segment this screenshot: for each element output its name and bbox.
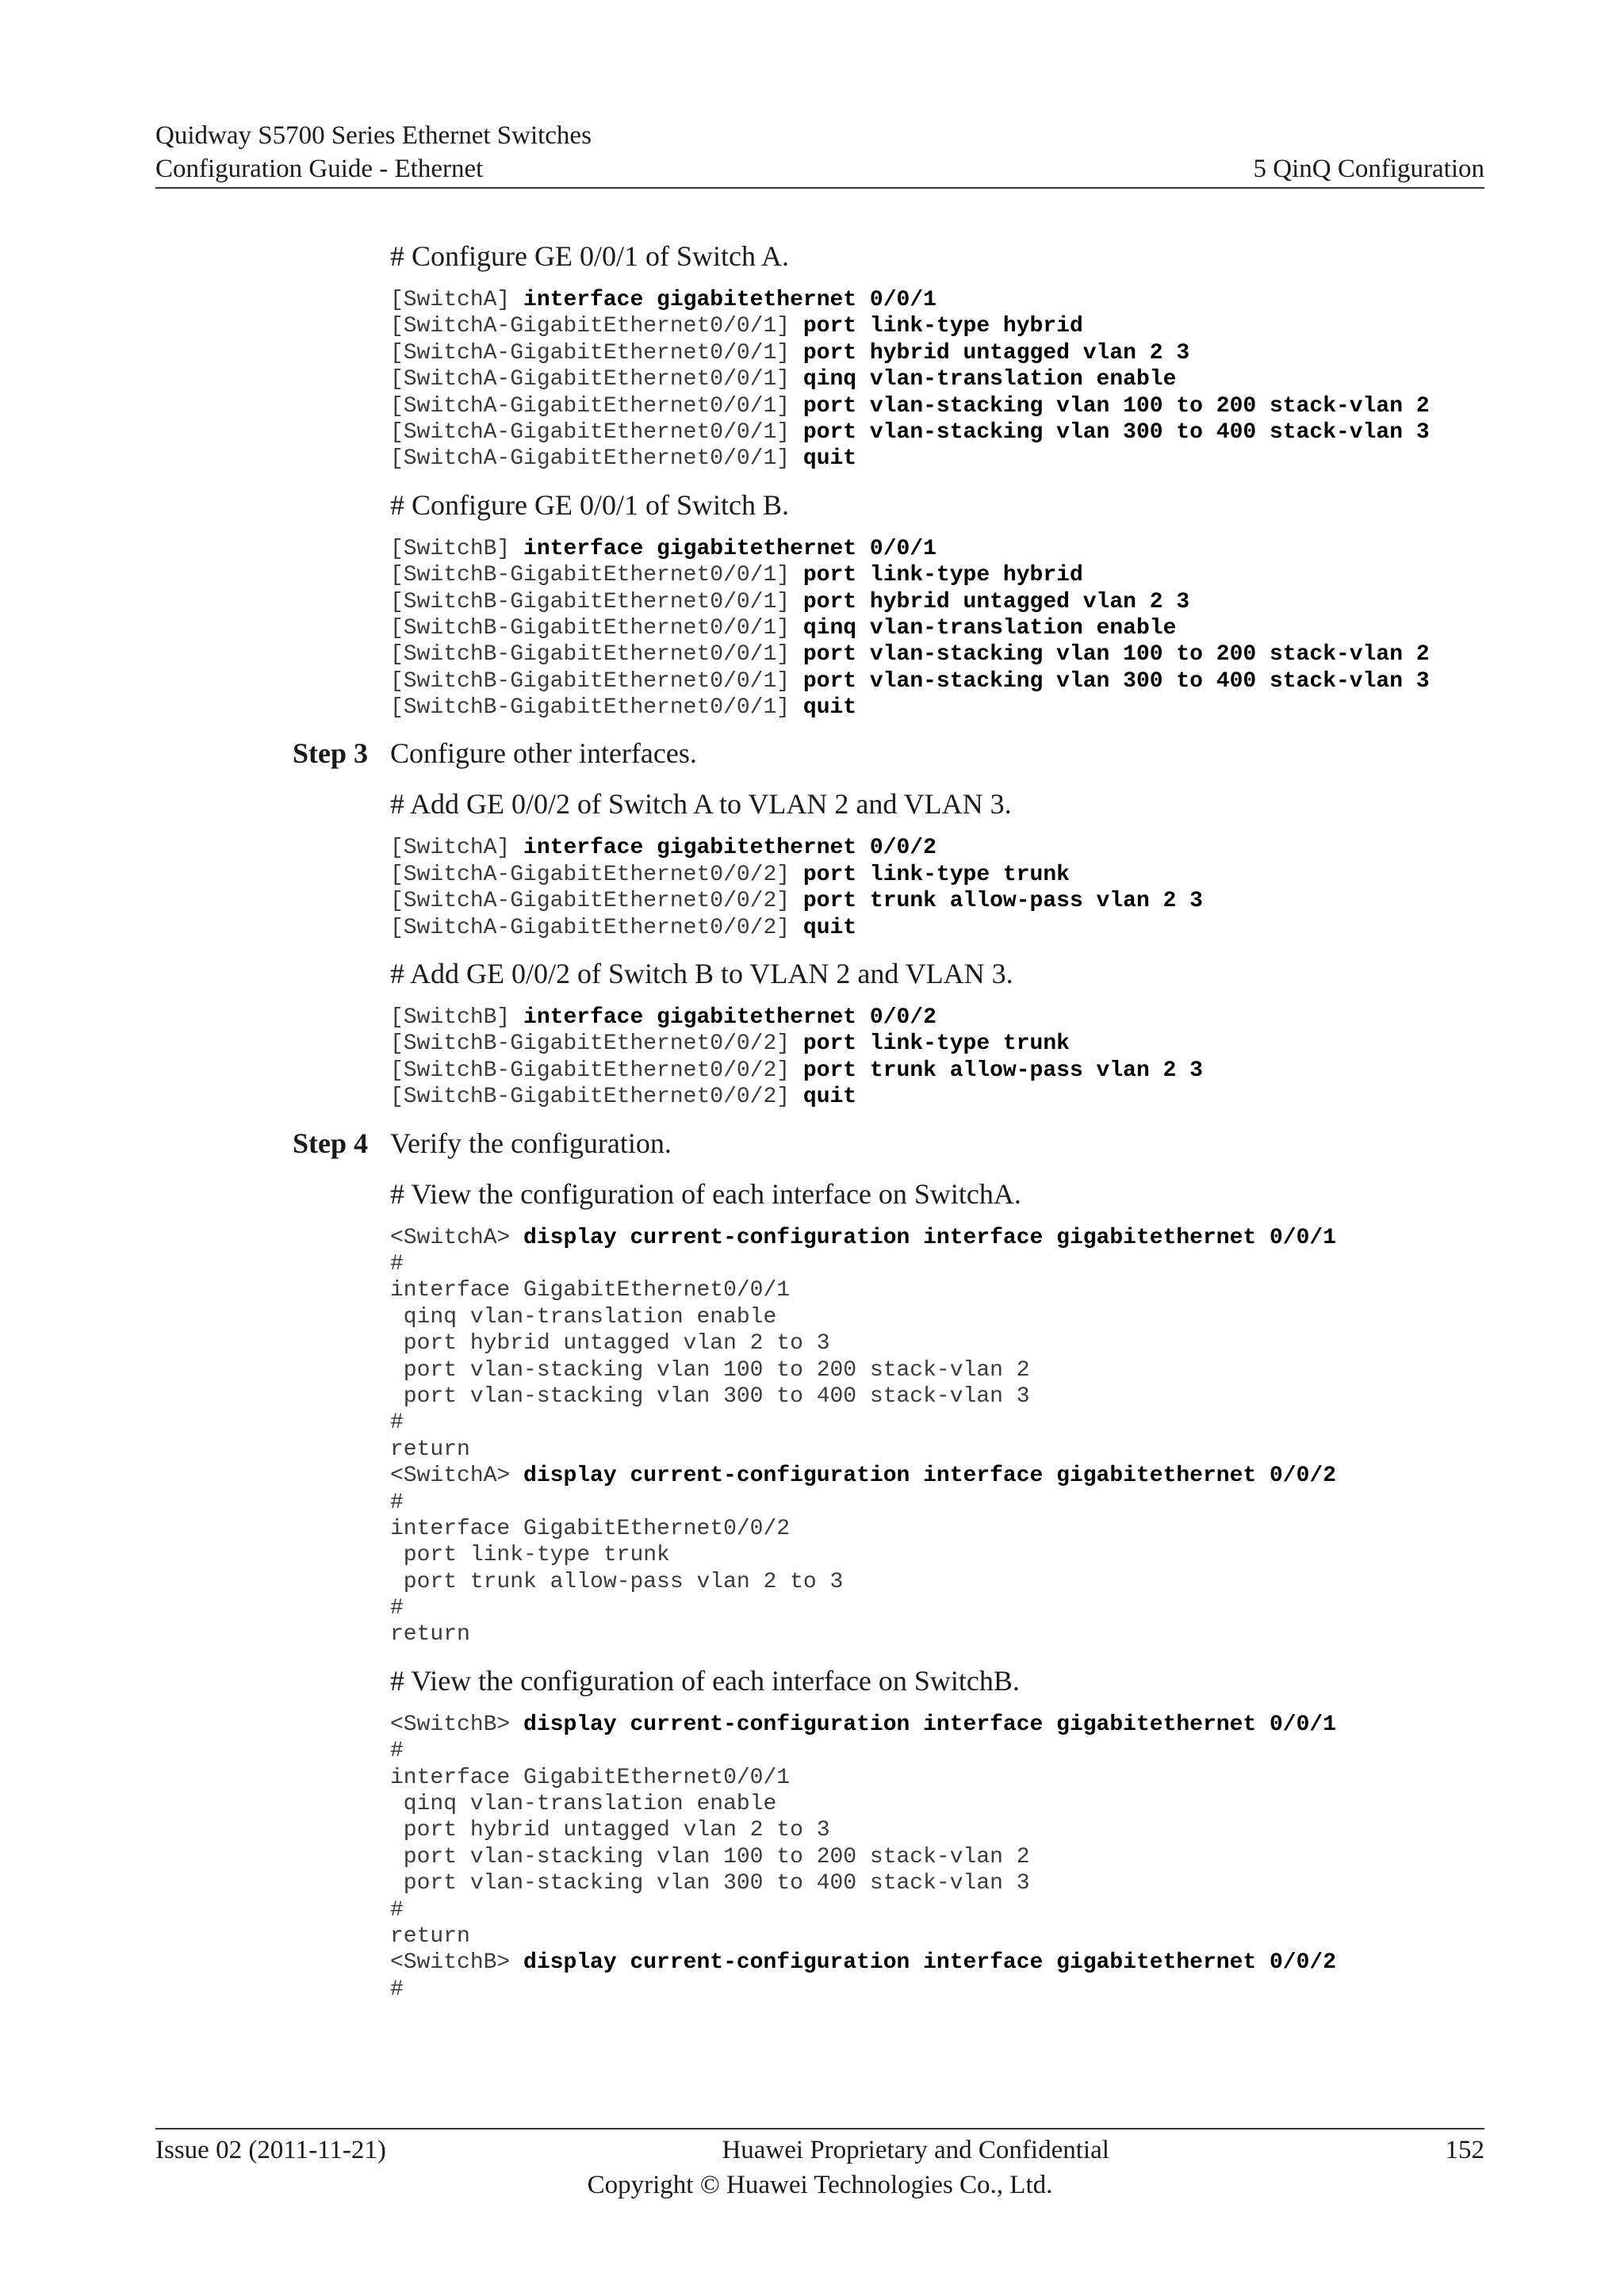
code-command: port hybrid untagged vlan 2 3 — [802, 340, 1190, 365]
code-block — [390, 1712, 1484, 2003]
code-prompt: [SwitchA-GigabitEthernet0/0/1] — [390, 367, 803, 392]
header-chapter: 5 QinQ Configuration — [1253, 155, 1484, 183]
code-line — [390, 313, 1484, 339]
code-prompt: [SwitchB-GigabitEthernet0/0/1] — [390, 563, 803, 588]
code-prompt: [SwitchA] — [390, 288, 524, 312]
code-prompt: # — [390, 1410, 404, 1436]
code-prompt: # — [390, 1897, 404, 1923]
code-command: port link-type trunk — [802, 1031, 1070, 1057]
code-line — [390, 1330, 1484, 1357]
code-line — [390, 1031, 1484, 1057]
code-line — [390, 1084, 1484, 1110]
code-line — [390, 1738, 1484, 1764]
code-line — [390, 615, 1484, 641]
code-command: port vlan-stacking vlan 300 to 400 stack-vlan 3 — [802, 668, 1430, 694]
code-line — [390, 393, 1484, 419]
code-prompt: [SwitchA-GigabitEthernet0/0/1] — [390, 393, 803, 419]
code-prompt: port hybrid untagged vlan 2 to 3 — [390, 1331, 830, 1357]
code-prompt: [SwitchA] — [390, 836, 524, 861]
code-prompt: # — [390, 1976, 404, 2002]
code-line — [390, 1004, 1484, 1031]
code-line — [390, 1897, 1484, 1923]
code-prompt: interface GigabitEthernet0/0/1 — [390, 1765, 791, 1790]
footer-proprietary: Huawei Proprietary and Confidential — [722, 2136, 1109, 2164]
code-line — [390, 340, 1484, 366]
code-line — [390, 862, 1484, 888]
code-prompt: [SwitchB-GigabitEthernet0/0/2] — [390, 1085, 803, 1110]
code-line — [390, 1277, 1484, 1303]
code-prompt: [SwitchA-GigabitEthernet0/0/2] — [390, 862, 803, 887]
code-command: port link-type trunk — [802, 862, 1070, 887]
code-command: port hybrid untagged vlan 2 3 — [802, 589, 1190, 614]
code-command: port link-type hybrid — [802, 563, 1083, 588]
code-command: display current-configuration interface gigabitethernet 0/0/1 — [523, 1712, 1336, 1737]
code-command: quit — [802, 446, 857, 472]
code-command: quit — [802, 1085, 857, 1110]
code-command: interface gigabitethernet 0/0/2 — [523, 836, 936, 861]
code-line — [390, 915, 1484, 941]
code-prompt: port hybrid untagged vlan 2 to 3 — [390, 1818, 830, 1843]
code-line — [390, 1791, 1484, 1817]
code-line — [390, 1225, 1484, 1251]
code-command: port trunk allow-pass vlan 2 3 — [802, 1058, 1203, 1083]
code-prompt: [SwitchB] — [390, 536, 524, 561]
code-block — [390, 1004, 1484, 1111]
code-line — [390, 446, 1484, 472]
code-prompt: return — [390, 1923, 470, 1949]
code-prompt: # — [390, 1251, 404, 1276]
code-prompt: <SwitchB> — [390, 1950, 524, 1976]
code-line — [390, 1976, 1484, 2003]
paragraph: # View the configuration of each interface on SwitchA. — [390, 1177, 1021, 1210]
code-line — [390, 1410, 1484, 1436]
code-line — [390, 1844, 1484, 1870]
footer-issue: Issue 02 (2011-11-21) — [155, 2136, 386, 2164]
code-line — [390, 1569, 1484, 1595]
code-prompt: port link-type trunk — [390, 1543, 670, 1568]
footer-copyright: Copyright © Huawei Technologies Co., Ltd. — [587, 2171, 1053, 2199]
code-prompt: [SwitchA-GigabitEthernet0/0/1] — [390, 314, 803, 339]
step-text: Configure other interfaces. — [390, 737, 697, 770]
code-prompt: # — [390, 1739, 404, 1764]
code-command: interface gigabitethernet 0/0/2 — [523, 1005, 936, 1031]
code-prompt: # — [390, 1490, 404, 1515]
step-heading — [155, 735, 1484, 771]
code-prompt: [SwitchB-GigabitEthernet0/0/1] — [390, 589, 803, 614]
code-command: port vlan-stacking vlan 100 to 200 stack-vlan 2 — [802, 642, 1430, 668]
code-prompt: [SwitchB-GigabitEthernet0/0/2] — [390, 1031, 803, 1057]
code-prompt: [SwitchB-GigabitEthernet0/0/1] — [390, 642, 803, 668]
code-prompt: # — [390, 1596, 404, 1621]
code-prompt: return — [390, 1622, 470, 1647]
code-line — [390, 1621, 1484, 1647]
code-line — [390, 287, 1484, 313]
code-prompt: interface GigabitEthernet0/0/1 — [390, 1278, 791, 1303]
code-line — [390, 589, 1484, 615]
code-line — [390, 1516, 1484, 1542]
code-prompt: <SwitchA> — [390, 1225, 524, 1250]
code-line — [390, 1870, 1484, 1896]
code-line — [390, 835, 1484, 861]
code-prompt: port vlan-stacking vlan 100 to 200 stack-vlan 2 — [390, 1357, 1030, 1383]
step-heading — [155, 1125, 1484, 1161]
page-footer — [155, 2128, 1484, 2202]
code-line — [390, 419, 1484, 446]
code-line — [390, 1437, 1484, 1463]
code-line — [390, 1542, 1484, 1568]
code-prompt: <SwitchB> — [390, 1712, 524, 1737]
code-prompt: interface GigabitEthernet0/0/2 — [390, 1516, 791, 1541]
code-command: port vlan-stacking vlan 300 to 400 stack-vlan 3 — [802, 419, 1430, 445]
code-prompt: [SwitchA-GigabitEthernet0/0/1] — [390, 419, 803, 445]
code-line — [390, 562, 1484, 588]
code-line — [390, 1765, 1484, 1791]
code-command: port trunk allow-pass vlan 2 3 — [802, 889, 1203, 914]
code-block — [390, 287, 1484, 473]
step-label: Step 4 — [292, 1127, 368, 1159]
footer-page-number: 152 — [1445, 2136, 1484, 2164]
code-line — [390, 1357, 1484, 1383]
code-command: display current-configuration interface gigabitethernet 0/0/2 — [523, 1950, 1336, 1976]
code-line — [390, 1304, 1484, 1330]
code-prompt: [SwitchB] — [390, 1005, 524, 1031]
code-command: display current-configuration interface gigabitethernet 0/0/1 — [523, 1225, 1336, 1250]
paragraph: # Add GE 0/0/2 of Switch A to VLAN 2 and VLAN 3. — [390, 788, 1012, 821]
page-header — [155, 119, 1484, 189]
step-label: Step 3 — [292, 737, 368, 770]
code-command: qinq vlan-translation enable — [802, 615, 1177, 641]
code-prompt: port vlan-stacking vlan 300 to 400 stack-vlan 3 — [390, 1871, 1030, 1896]
code-command: port vlan-stacking vlan 100 to 200 stack-vlan 2 — [802, 393, 1430, 419]
code-line — [390, 1463, 1484, 1489]
code-line — [390, 1490, 1484, 1516]
header-product: Quidway S5700 Series Ethernet Switches — [155, 121, 592, 150]
paragraph: # View the configuration of each interface on SwitchB. — [390, 1664, 1020, 1697]
code-prompt: [SwitchA-GigabitEthernet0/0/2] — [390, 915, 803, 940]
code-line — [390, 536, 1484, 562]
code-command: display current-configuration interface gigabitethernet 0/0/2 — [523, 1464, 1336, 1489]
code-line — [390, 1058, 1484, 1084]
code-block — [390, 1225, 1484, 1648]
code-line — [390, 1817, 1484, 1843]
code-line — [390, 668, 1484, 695]
code-line — [390, 695, 1484, 721]
code-command: qinq vlan-translation enable — [802, 367, 1177, 392]
code-line — [390, 888, 1484, 914]
code-prompt: [SwitchB-GigabitEthernet0/0/2] — [390, 1058, 803, 1083]
code-prompt: qinq vlan-translation enable — [390, 1792, 777, 1817]
step-text: Verify the configuration. — [390, 1127, 672, 1159]
paragraph: # Configure GE 0/0/1 of Switch B. — [390, 488, 789, 521]
code-block — [390, 835, 1484, 941]
code-prompt: <SwitchA> — [390, 1464, 524, 1489]
code-prompt: port vlan-stacking vlan 300 to 400 stack-vlan 3 — [390, 1383, 1030, 1409]
code-line — [390, 1950, 1484, 1976]
code-line — [390, 366, 1484, 392]
code-line — [390, 1712, 1484, 1738]
header-guide: Configuration Guide - Ethernet — [155, 155, 484, 183]
code-command: port link-type hybrid — [802, 314, 1083, 339]
code-line — [390, 1383, 1484, 1410]
code-command: interface gigabitethernet 0/0/1 — [523, 536, 936, 561]
code-line — [390, 1251, 1484, 1277]
paragraph: # Add GE 0/0/2 of Switch B to VLAN 2 and VLAN 3. — [390, 958, 1013, 990]
code-prompt: [SwitchB-GigabitEthernet0/0/1] — [390, 668, 803, 694]
code-prompt: port vlan-stacking vlan 100 to 200 stack-vlan 2 — [390, 1844, 1030, 1869]
document-body — [155, 230, 1484, 2017]
code-command: interface gigabitethernet 0/0/1 — [523, 288, 936, 312]
code-line — [390, 641, 1484, 668]
code-prompt: [SwitchA-GigabitEthernet0/0/2] — [390, 889, 803, 914]
code-prompt: [SwitchA-GigabitEthernet0/0/1] — [390, 340, 803, 365]
code-line — [390, 1595, 1484, 1621]
code-prompt: port trunk allow-pass vlan 2 to 3 — [390, 1569, 844, 1594]
code-line — [390, 1923, 1484, 1950]
paragraph: # Configure GE 0/0/1 of Switch A. — [390, 240, 789, 272]
code-command: quit — [802, 915, 857, 940]
code-command: quit — [802, 695, 857, 721]
code-prompt: [SwitchB-GigabitEthernet0/0/1] — [390, 615, 803, 641]
code-prompt: [SwitchB-GigabitEthernet0/0/1] — [390, 695, 803, 721]
code-block — [390, 536, 1484, 721]
code-prompt: qinq vlan-translation enable — [390, 1304, 777, 1330]
code-prompt: return — [390, 1437, 470, 1462]
code-prompt: [SwitchA-GigabitEthernet0/0/1] — [390, 446, 803, 472]
